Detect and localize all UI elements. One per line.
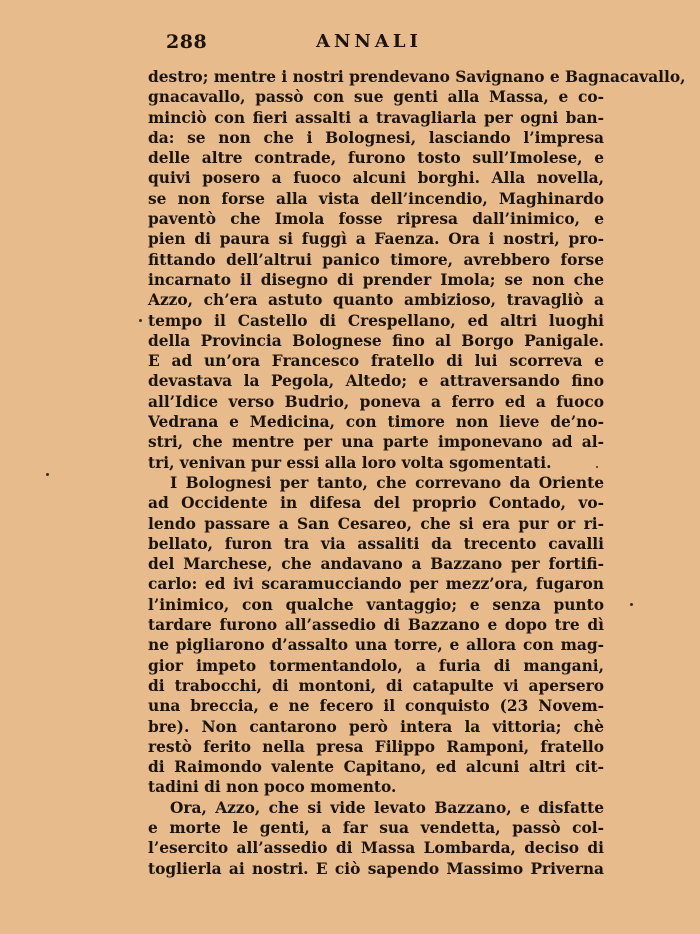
text-line: l’esercito all’assedio di Massa Lombarda, deciso di — [148, 839, 604, 858]
text-line: tri, venivan pur essi alla loro volta sgomentati. — [148, 453, 552, 472]
ink-speck — [46, 473, 49, 476]
text-line: bre). Non cantarono però intera la vittoria; chè — [148, 717, 604, 736]
text-line: devastava la Pegola, Altedo; e attraversando fino — [148, 372, 604, 391]
text-line: all’Idice verso Budrio, poneva a ferro ed a fuoco — [148, 392, 604, 411]
text-line: paventò che Imola fosse ripresa dall’inimico, e — [148, 210, 604, 229]
ink-speck — [596, 466, 598, 468]
text-line: di trabocchi, di montoni, di catapulte vi apersero — [148, 676, 604, 695]
text-line: ne pigliarono d’assalto una torre, e allora con mag- — [148, 636, 604, 655]
text-line: della Provincia Bolognese fino al Borgo Panigale. — [148, 331, 604, 350]
text-line: I Bolognesi per tanto, che correvano da Oriente — [170, 473, 604, 492]
text-line: lendo passare a San Cesareo, che si era pur or ri- — [148, 514, 604, 533]
text-line: destro; mentre i nostri prendevano Savignano e Bagnacavallo, — [148, 68, 686, 86]
ink-speck — [139, 319, 142, 322]
text-line: ad Occidente in difesa del proprio Contado, vo- — [148, 494, 604, 513]
text-line: restò ferito nella presa Filippo Ramponi, fratello — [148, 737, 604, 756]
text-line: e morte le genti, a far sua vendetta, passò col- — [148, 818, 604, 837]
page-header — [148, 31, 604, 59]
text-line: carlo: ed ivi scaramucciando per mezz’ora, fugaron — [148, 575, 604, 594]
text-line: fittando dell’altrui panico timore, avrebbero forse — [148, 250, 604, 269]
text-line: Ora, Azzo, che si vide levato Bazzano, e disfatte — [170, 798, 604, 817]
text-line: l’inimico, con qualche vantaggio; e senza punto — [148, 595, 604, 614]
text-line: tempo il Castello di Crespellano, ed altri luoghi — [148, 311, 604, 330]
text-line: toglierla ai nostri. E ciò sapendo Massimo Priverna — [148, 859, 604, 878]
text-line: quivi posero a fuoco alcuni borghi. Alla novella, — [148, 169, 604, 188]
text-line: stri, che mentre per una parte imponevano ad al- — [148, 433, 604, 452]
page-number: 288 — [166, 31, 208, 53]
ink-speck — [630, 603, 633, 606]
text-line: di Raimondo valente Capitano, ed alcuni altri cit- — [148, 758, 604, 777]
text-line: se non forse alla vista dell’incendio, Maghinardo — [148, 189, 604, 208]
text-line: da: se non che i Bolognesi, lasciando l’impresa — [148, 128, 604, 147]
text-line: Vedrana e Medicina, con timore non lieve de’no- — [148, 413, 604, 432]
text-line: tardare furono all’assedio di Bazzano e dopo tre dì — [148, 616, 604, 635]
text-line: E ad un’ora Francesco fratello di lui scorreva e — [148, 352, 604, 371]
text-line: delle altre contrade, furono tosto sull’Imolese, e — [148, 149, 604, 168]
running-title: ANNALI — [316, 31, 422, 52]
text-line: Azzo, ch’era astuto quanto ambizioso, travagliò a — [148, 291, 604, 310]
text-line: incarnato il disegno di prender Imola; se non che — [148, 270, 604, 289]
text-line: bellato, furon tra via assaliti da trecento cavalli — [148, 534, 604, 553]
text-line: gnacavallo, passò con sue genti alla Massa, e co- — [148, 88, 604, 107]
text-line: pien di paura si fuggì a Faenza. Ora i nostri, pro- — [148, 230, 604, 249]
body-text — [148, 67, 686, 879]
text-line: minciò con fieri assalti a travagliarla per ogni ban- — [148, 108, 604, 127]
text-line: tadini di non poco momento. — [148, 778, 397, 797]
text-line: una breccia, e ne fecero il conquisto (23 Novem- — [148, 697, 604, 716]
text-line: gior impeto tormentandolo, a furia di mangani, — [148, 656, 604, 675]
text-line: del Marchese, che andavano a Bazzano per fortifi- — [148, 555, 604, 574]
